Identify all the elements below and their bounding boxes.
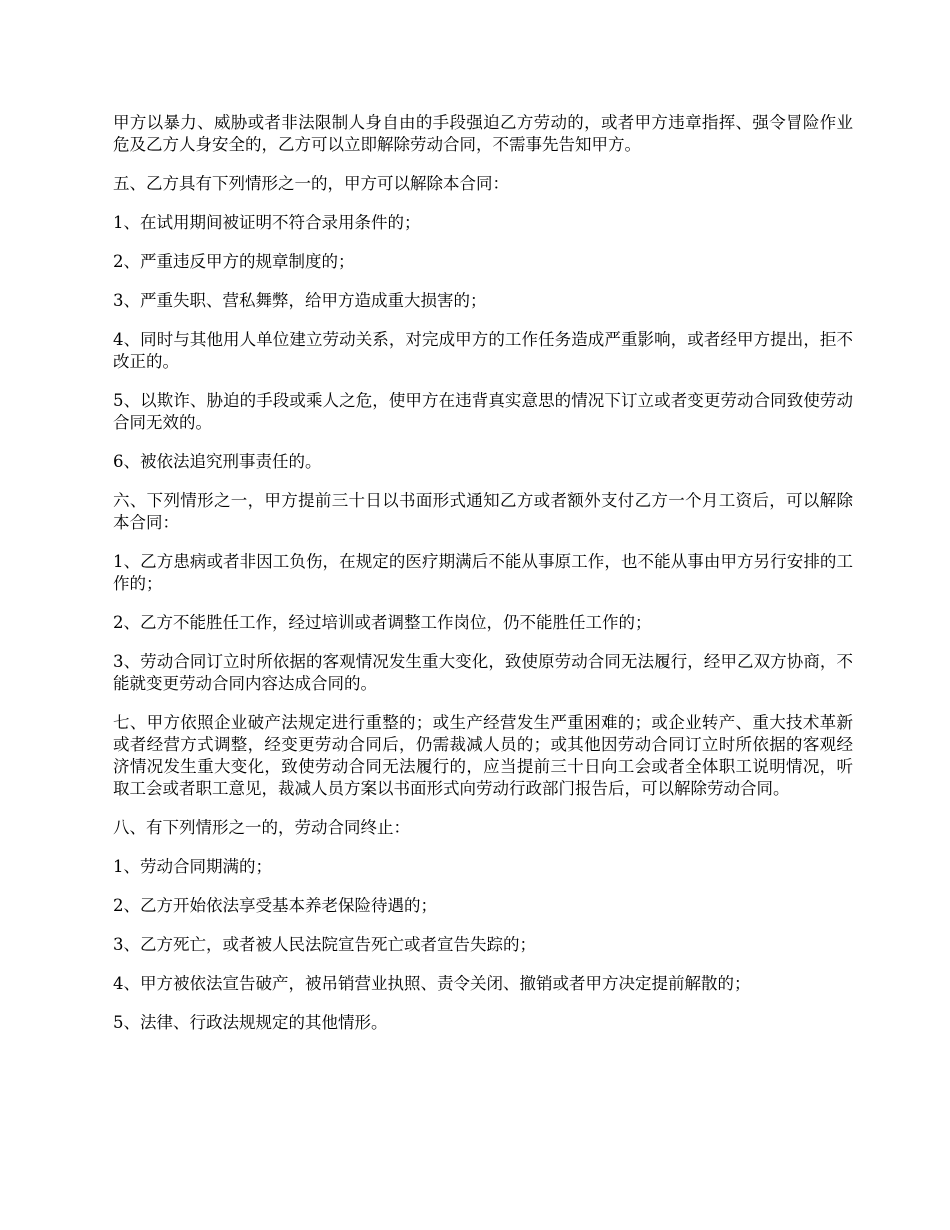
list-item: 4、甲方被依法宣告破产，被吊销营业执照、责令关闭、撤销或者甲方决定提前解散的；: [113, 974, 751, 993]
list-item: 3、劳动合同订立时所依据的客观情况发生重大变化，致使原劳动合同无法履行，经甲乙双方协商，不能就变更劳动合同内容达成合同的。: [113, 652, 853, 693]
section-heading-5: 五、乙方具有下列情形之一的，甲方可以解除本合同：: [113, 174, 509, 193]
document-page: [113, 112, 853, 1051]
list-item: 1、劳动合同期满的；: [113, 857, 272, 876]
list-item: 5、以欺诈、胁迫的手段或乘人之危，使甲方在违背真实意思的情况下订立或者变更劳动合同致使劳动合同无效的。: [113, 391, 853, 432]
list-item: 2、乙方开始依法享受基本养老保险待遇的；: [113, 896, 437, 915]
list-item: 1、乙方患病或者非因工负伤，在规定的医疗期满后不能从事原工作，也不能从事由甲方另行安排的工作的；: [113, 552, 853, 593]
paragraph-continuation: 甲方以暴力、威胁或者非法限制人身自由的手段强迫乙方劳动的，或者甲方违章指挥、强令冒险作业危及乙方人身安全的，乙方可以立即解除劳动合同，不需事先告知甲方。: [113, 113, 853, 154]
list-item: 2、严重违反甲方的规章制度的；: [113, 252, 355, 271]
list-item: 6、被依法追究刑事责任的。: [113, 452, 322, 471]
section-paragraph-7: 七、甲方依照企业破产法规定进行重整的；或生产经营发生严重困难的；或企业转产、重大技术革新或者经营方式调整，经变更劳动合同后，仍需裁减人员的；或其他因劳动合同订立时所依据的客观经济情况发生重大变化，致使劳动合同无法履行的，应当提前三十日向工会或者全体职工说明情况，听取工会或者职工意见，裁减人员方案以书面形式向劳动行政部门报告后，可以解除劳动合同。: [113, 713, 853, 798]
list-item: 1、在试用期间被证明不符合录用条件的；: [113, 213, 421, 232]
list-item: 5、法律、行政法规规定的其他情形。: [113, 1013, 388, 1032]
section-heading-8: 八、有下列情形之一的，劳动合同终止：: [113, 818, 410, 837]
list-item: 2、乙方不能胜任工作，经过培训或者调整工作岗位，仍不能胜任工作的；: [113, 613, 652, 632]
list-item: 3、严重失职、营私舞弊，给甲方造成重大损害的；: [113, 291, 487, 310]
section-heading-6: 六、下列情形之一，甲方提前三十日以书面形式通知乙方或者额外支付乙方一个月工资后，可以解除本合同：: [113, 491, 853, 532]
list-item: 3、乙方死亡，或者被人民法院宣告死亡或者宣告失踪的；: [113, 935, 536, 954]
list-item: 4、同时与其他用人单位建立劳动关系，对完成甲方的工作任务造成严重影响，或者经甲方提出，拒不改正的。: [113, 330, 853, 371]
